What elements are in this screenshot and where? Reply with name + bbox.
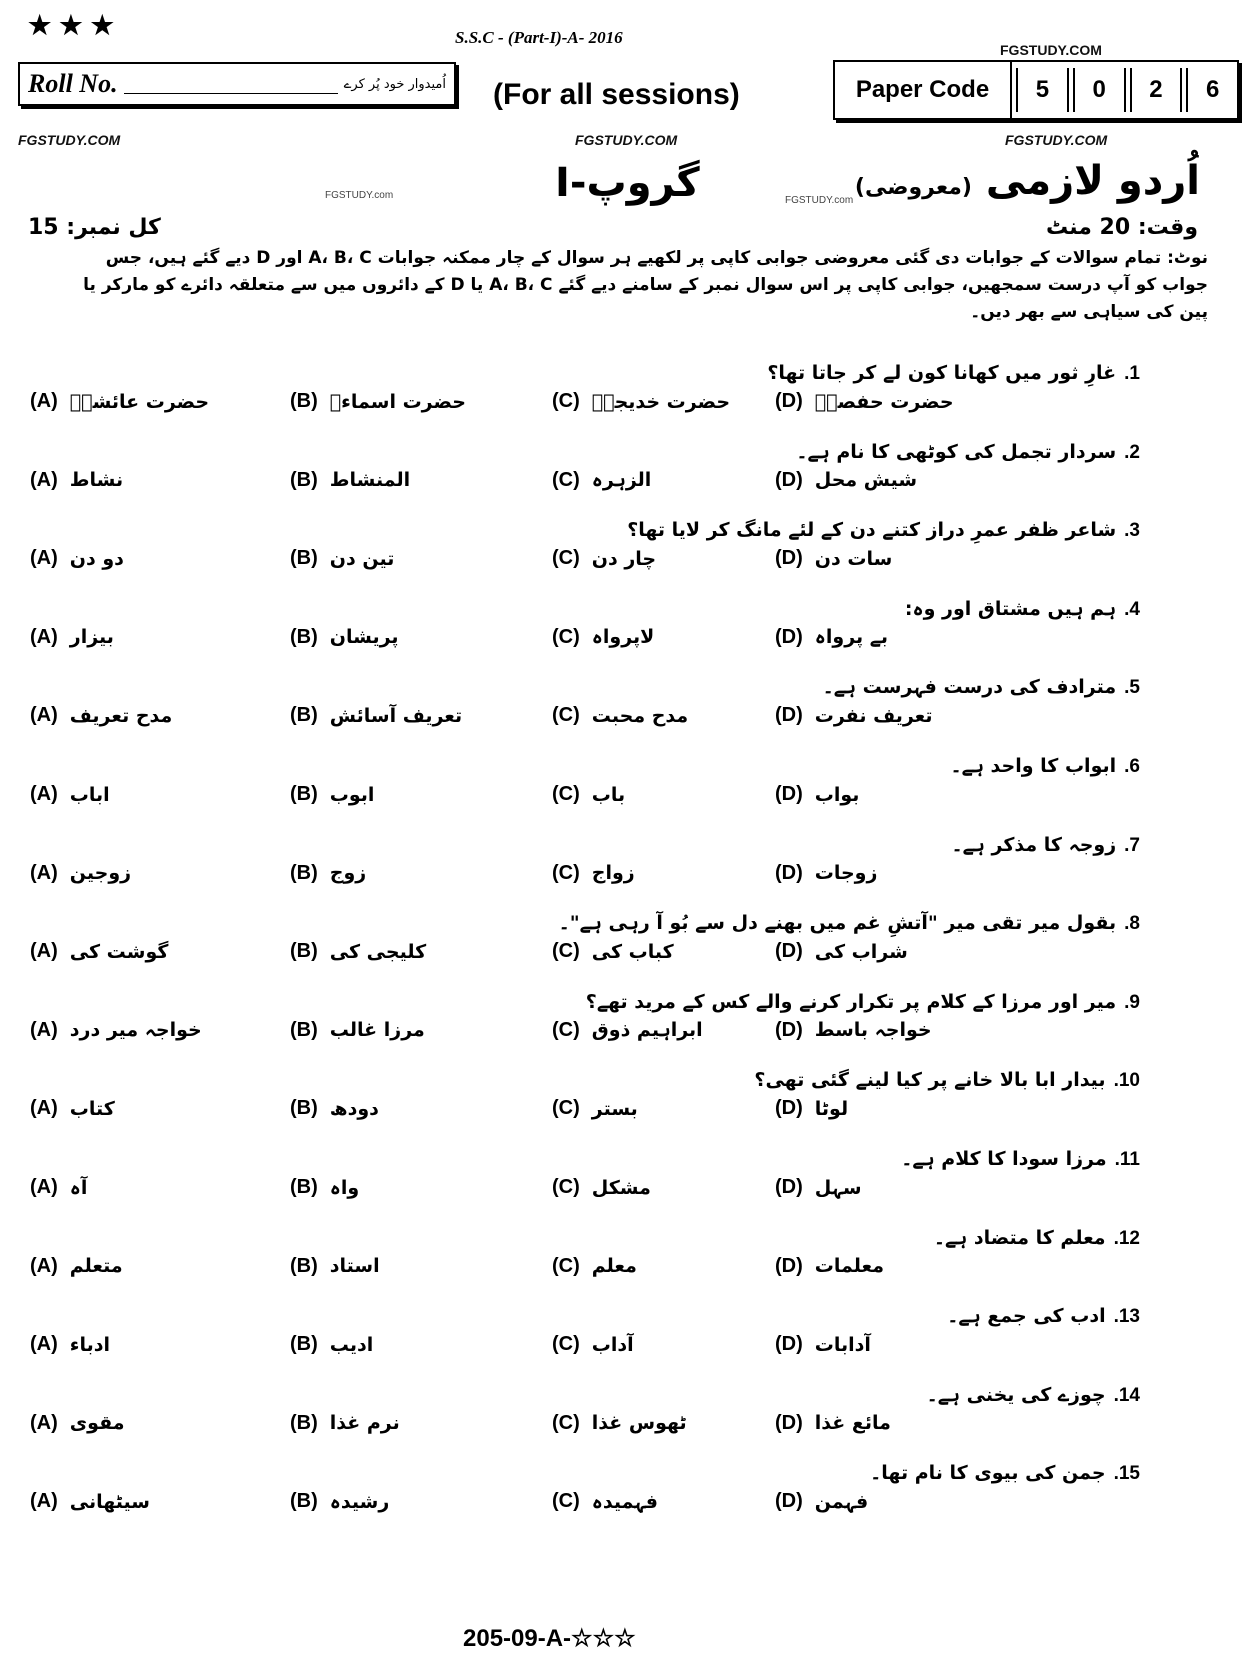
option-label: (A) [30, 547, 58, 570]
option-d [775, 940, 908, 963]
option-c [552, 1255, 637, 1278]
option-a [30, 547, 124, 570]
option-label: (C) [552, 468, 580, 491]
paper-code-box [833, 60, 1239, 120]
question-text: ادب کی جمع ہے۔ [947, 1305, 1106, 1328]
question-text: ہم ہیں مشتاق اور وہ: [904, 597, 1117, 620]
option-c [552, 626, 654, 649]
question [901, 1148, 1140, 1171]
option-a [30, 1019, 202, 1042]
option-a [30, 1176, 87, 1199]
question-number: 12. [1113, 1227, 1140, 1249]
option-text: گوشت کی [69, 940, 169, 963]
option-text: تعریف نفرت [814, 704, 933, 727]
option-text: حضرت اسماءؓ [329, 390, 466, 413]
option-label: (B) [290, 1176, 318, 1198]
option-label: (C) [552, 1097, 580, 1120]
option-label: (D) [775, 940, 803, 963]
paper-code-digit: 6 [1186, 68, 1237, 112]
question-text: سردار تجمل کی کوٹھی کا نام ہے۔ [796, 440, 1117, 463]
option-text: آداب [591, 1333, 634, 1356]
option-label: (C) [552, 1490, 580, 1513]
question-text: مرزا سودا کا کلام ہے۔ [901, 1148, 1107, 1170]
option-label: (A) [30, 1018, 58, 1041]
option-label: (D) [775, 390, 803, 412]
option-label: (A) [30, 704, 58, 727]
option-text: دودھ [329, 1097, 379, 1120]
roll-number-box [18, 62, 456, 106]
option-label: (D) [775, 1176, 803, 1198]
option-label: (B) [290, 390, 318, 412]
option-text: زوج [329, 862, 367, 885]
subject-title [855, 158, 1200, 204]
option-label: (B) [290, 468, 318, 491]
option-text: سیٹھانی [69, 1490, 150, 1513]
option-b [290, 1490, 389, 1513]
watermark: FGSTUDY.COM [1005, 132, 1108, 148]
option-c [552, 1097, 638, 1120]
option-c [552, 390, 730, 413]
option-label: (D) [775, 1411, 803, 1434]
option-label: (A) [30, 1176, 58, 1198]
group-label: گروپ-I [555, 160, 700, 206]
option-b [290, 1412, 400, 1435]
option-text: لوٹا [814, 1097, 849, 1120]
option-text: کباب کی [591, 940, 674, 963]
option-label: (C) [552, 783, 580, 805]
option-b [290, 626, 399, 649]
option-text: الزہرہ [591, 469, 652, 492]
option-label: (C) [552, 547, 580, 570]
option-a [30, 783, 110, 806]
option-text: ابوب [329, 783, 375, 806]
option-text: بواب [814, 783, 860, 806]
option-text: المنشاط [329, 469, 411, 492]
header-stars: ★★★ [28, 10, 122, 40]
question-number: 14. [1113, 1384, 1140, 1406]
option-text: تین دن [329, 547, 395, 570]
question [559, 912, 1140, 935]
question-text: چوزے کی یخنی ہے۔ [926, 1383, 1106, 1406]
option-label: (D) [775, 547, 803, 570]
option-label: (C) [552, 625, 580, 648]
option-text: استاد [329, 1255, 380, 1278]
option-a [30, 1097, 115, 1120]
option-d [775, 1333, 871, 1356]
exam-title: S.S.C - (Part-I)-A- 2016 [455, 28, 623, 47]
question [927, 1384, 1140, 1407]
option-d [775, 626, 888, 649]
option-d [775, 390, 954, 413]
instructions-note: نوٹ: تمام سوالات کے جوابات دی گئی معروضی جوابی کاپی پر لکھیے ہر سوال کے چار ممکنہ جوابات A، B، C اور D دیے گئے ہیں، جس جواب کو آپ درست سمجھیں، جوابی کاپی پر اس سوال نمبر کے سامنے دیے گئے A، B، C یا D کے دائروں میں سے متعلقہ دائرے کو مارکر یا پین کی سیاہی سے بھر دیں۔ [83, 248, 1208, 322]
option-text: تعریف آسائش [329, 704, 463, 727]
option-label: (B) [290, 1254, 318, 1277]
option-text: فہمیدہ [591, 1490, 658, 1513]
question-number: 6. [1124, 756, 1140, 777]
option-text: مقوی [69, 1412, 125, 1435]
option-label: (A) [30, 625, 58, 648]
question [870, 1462, 1140, 1485]
option-b [290, 940, 426, 963]
option-label: (D) [775, 1097, 803, 1120]
option-a [30, 469, 123, 492]
question [951, 755, 1140, 778]
option-text: شراب کی [814, 940, 908, 963]
paper-code-label: Paper Code [835, 62, 1012, 118]
option-a [30, 1255, 123, 1278]
question-number: 9. [1124, 991, 1140, 1013]
question-text: شاعر ظفر عمرِ دراز کتنے دن کے لئے مانگ کر لایا تھا؟ [627, 519, 1117, 542]
option-text: نشاط [69, 469, 124, 492]
question-number: 15. [1113, 1463, 1140, 1485]
option-text: مرزا غالب [329, 1019, 425, 1042]
paper-code-digit: 0 [1073, 68, 1126, 112]
question [952, 834, 1140, 857]
option-label: (B) [290, 625, 318, 648]
option-a [30, 862, 131, 885]
question-text: زوجہ کا مذکر ہے۔ [951, 833, 1117, 856]
option-text: واہ [329, 1176, 360, 1199]
option-label: (D) [775, 704, 803, 727]
option-text: زوجات [814, 862, 878, 885]
option-label: (C) [552, 1411, 580, 1434]
option-text: معلمات [814, 1255, 884, 1278]
question-number: 3. [1124, 520, 1140, 542]
question-number: 13. [1113, 1306, 1140, 1328]
question [905, 598, 1140, 621]
watermark: FGSTUDY.COM [1000, 42, 1102, 58]
option-a [30, 390, 209, 413]
question [796, 441, 1140, 464]
option-b [290, 390, 466, 413]
option-text: زوجین [69, 862, 132, 885]
option-label: (A) [30, 861, 58, 884]
question-text: مترادف کی درست فہرست ہے۔ [822, 676, 1117, 699]
watermark: FGSTUDY.COM [18, 132, 121, 148]
paper-type: (معروضی) [854, 175, 972, 200]
option-text: نرم غذا [329, 1412, 400, 1435]
option-c [552, 1019, 703, 1042]
option-text: مائع غذا [814, 1412, 891, 1435]
question [823, 676, 1140, 699]
option-text: کتاب [69, 1097, 115, 1120]
question-text: بقول میر تقی میر "آتشِ غم میں بھنے دل سے بُو آ رہی ہے"۔ [558, 912, 1117, 935]
roll-number-instruction: اُمیدوار خود پُر کرے [343, 76, 446, 92]
option-label: (B) [290, 1097, 318, 1120]
question-number: 10. [1113, 1070, 1140, 1092]
option-d [775, 1255, 884, 1278]
option-b [290, 547, 394, 570]
question-number: 7. [1124, 834, 1140, 856]
option-b [290, 1176, 359, 1199]
option-d [775, 469, 917, 492]
option-text: رشیدہ [329, 1490, 390, 1513]
roll-number-field[interactable] [124, 75, 338, 94]
option-label: (C) [552, 1018, 580, 1041]
option-a [30, 1333, 110, 1356]
option-label: (B) [290, 1490, 318, 1513]
option-b [290, 783, 374, 806]
question-number: 8. [1124, 913, 1140, 935]
option-label: (B) [290, 1018, 318, 1041]
option-d [775, 1097, 848, 1120]
option-label: (C) [552, 1254, 580, 1277]
option-label: (B) [290, 1333, 318, 1356]
option-label: (D) [775, 1254, 803, 1277]
option-c [552, 862, 635, 885]
option-label: (B) [290, 1411, 318, 1434]
paper-code-digit: 2 [1130, 68, 1183, 112]
option-a [30, 626, 114, 649]
sessions-label: (For all sessions) [493, 78, 740, 111]
option-text: پریشان [329, 626, 399, 649]
option-text: متعلم [69, 1255, 123, 1278]
option-text: ادیب [329, 1333, 374, 1356]
option-text: آہ [69, 1176, 88, 1199]
option-b [290, 1097, 379, 1120]
option-label: (C) [552, 861, 580, 884]
option-d [775, 1176, 862, 1199]
question-text: غارِ ثور میں کھانا کون لے کر جاتا تھا؟ [767, 362, 1117, 384]
subject-name: اُردو لازمی [985, 158, 1200, 204]
option-label: (B) [290, 704, 318, 727]
question [586, 991, 1140, 1014]
option-label: (C) [552, 1176, 580, 1198]
watermark: FGSTUDY.com [785, 195, 854, 206]
option-d [775, 1490, 868, 1513]
option-label: (A) [30, 783, 58, 805]
option-text: فہمن [814, 1490, 869, 1513]
option-c [552, 940, 674, 963]
option-c [552, 1490, 658, 1513]
option-label: (A) [30, 940, 58, 963]
option-d [775, 1412, 891, 1435]
option-a [30, 1490, 150, 1513]
option-text: حضرت عائشہؓ [69, 390, 210, 413]
question-text: معلم کا متضاد ہے۔ [933, 1226, 1106, 1249]
option-text: مدح تعریف [69, 704, 173, 727]
question-text: ابواب کا واحد ہے۔ [950, 755, 1117, 777]
option-label: (D) [775, 783, 803, 805]
option-b [290, 469, 410, 492]
option-label: (D) [775, 861, 803, 884]
option-c [552, 547, 656, 570]
option-label: (D) [775, 1333, 803, 1356]
option-text: حضرت خدیجہؓ [591, 390, 731, 413]
option-c [552, 469, 651, 492]
option-label: (C) [552, 1333, 580, 1356]
option-b [290, 1019, 425, 1042]
option-label: (A) [30, 390, 58, 412]
option-label: (C) [552, 704, 580, 727]
option-label: (C) [552, 390, 580, 412]
option-text: شیش محل [814, 469, 918, 492]
option-text: دو دن [69, 547, 124, 570]
option-text: ابراہیم ذوق [591, 1019, 703, 1042]
option-text: سہل [814, 1176, 862, 1199]
option-text: آدابات [814, 1333, 871, 1356]
option-c [552, 1412, 687, 1435]
option-b [290, 1255, 380, 1278]
footer-code: 205-09-A-☆☆☆ [463, 1625, 636, 1652]
option-label: (B) [290, 940, 318, 963]
option-text: ادباء [69, 1333, 111, 1356]
question-number: 1. [1124, 363, 1140, 384]
option-text: اباب [69, 783, 110, 806]
option-d [775, 547, 892, 570]
option-a [30, 704, 172, 727]
option-b [290, 704, 462, 727]
option-label: (D) [775, 1018, 803, 1041]
option-text: ٹھوس غذا [591, 1412, 687, 1435]
watermark: FGSTUDY.COM [575, 132, 678, 148]
option-b [290, 1333, 373, 1356]
option-c [552, 704, 688, 727]
option-text: بے پرواہ [814, 626, 889, 649]
option-c [552, 1176, 651, 1199]
option-text: لاپرواہ [591, 626, 655, 649]
option-b [290, 862, 366, 885]
option-a [30, 940, 168, 963]
question [934, 1227, 1140, 1250]
option-text: مشکل [591, 1176, 651, 1199]
option-text: باب [591, 783, 626, 806]
option-text: حضرت حفصہؓ [814, 390, 954, 413]
option-label: (A) [30, 1333, 58, 1356]
question-text: جمن کی بیوی کا نام تھا۔ [870, 1462, 1106, 1485]
option-text: بیزار [69, 626, 114, 649]
option-label: (B) [290, 547, 318, 570]
option-label: (D) [775, 468, 803, 491]
option-d [775, 1019, 932, 1042]
option-d [775, 704, 933, 727]
option-label: (B) [290, 783, 318, 805]
option-label: (A) [30, 1254, 58, 1277]
question [627, 519, 1140, 542]
roll-number-label: Roll No. [28, 69, 118, 98]
question-number: 5. [1124, 677, 1140, 699]
question [754, 1069, 1140, 1092]
option-text: مدح محبت [591, 704, 689, 727]
option-label: (D) [775, 1490, 803, 1513]
question-text: بیدار ابا بالا خانے پر کیا لینے گئی تھی؟ [754, 1069, 1106, 1092]
question-number: 11. [1114, 1149, 1140, 1170]
time-allowed: وقت: 20 منٹ [1045, 215, 1198, 240]
total-marks: کل نمبر: 15 [28, 215, 161, 240]
option-d [775, 862, 877, 885]
question [767, 362, 1140, 385]
option-c [552, 783, 625, 806]
question [947, 1305, 1140, 1328]
option-label: (B) [290, 861, 318, 884]
option-c [552, 1333, 634, 1356]
question-number: 4. [1124, 598, 1140, 620]
option-text: خواجہ باسط [814, 1019, 932, 1042]
option-label: (A) [30, 1411, 58, 1434]
option-text: زواج [591, 862, 635, 885]
question-number: 2. [1124, 441, 1140, 463]
option-text: بستر [591, 1097, 638, 1120]
option-label: (A) [30, 1097, 58, 1120]
option-text: معلم [591, 1255, 637, 1278]
option-text: خواجہ میر درد [69, 1019, 202, 1042]
paper-code-digit: 5 [1016, 68, 1069, 112]
option-text: چار دن [591, 547, 657, 570]
option-label: (C) [552, 940, 580, 963]
option-d [775, 783, 859, 806]
question-text: میر اور مرزا کے کلام پر تکرار کرنے والے کس کے مرید تھے؟ [585, 990, 1117, 1013]
option-text: کلیجی کی [329, 940, 427, 963]
option-label: (D) [775, 625, 803, 648]
option-a [30, 1412, 125, 1435]
watermark: FGSTUDY.com [325, 190, 394, 201]
option-label: (A) [30, 468, 58, 491]
option-label: (A) [30, 1490, 58, 1513]
option-text: سات دن [814, 547, 893, 570]
